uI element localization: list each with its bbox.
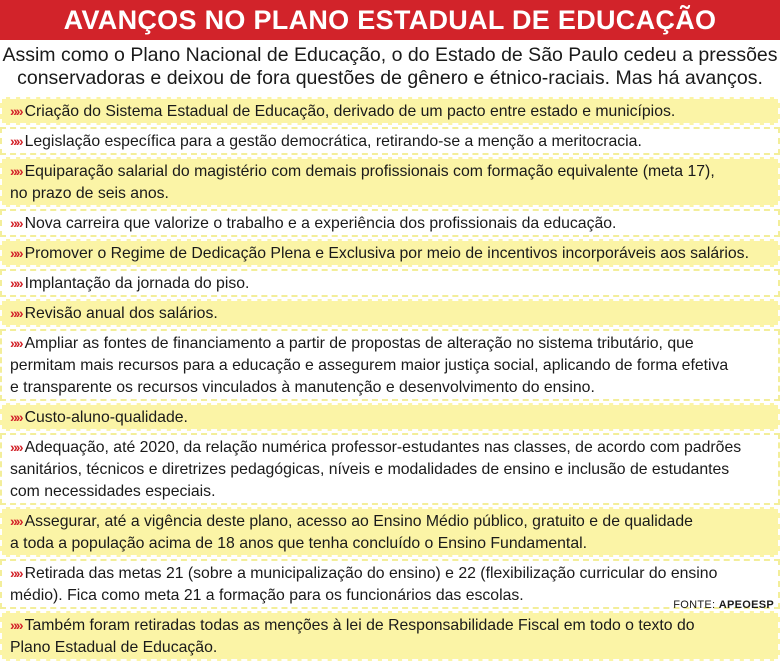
list-item-text: no prazo de seis anos.: [10, 185, 169, 202]
list-item: [0, 611, 780, 661]
list-item-text: Adequação, até 2020, da relação numérica professor-estudantes nas classes, de acordo com padrões: [24, 439, 742, 456]
intro-line: conservadoras e deixou de fora questões de gênero e étnico-raciais. Mas há avanços.: [17, 67, 763, 89]
list-item-text: Implantação da jornada do piso.: [24, 275, 250, 292]
list-item: [0, 239, 780, 267]
advances-list: [0, 97, 780, 663]
list-item-text: Revisão anual dos salários.: [24, 305, 218, 322]
chevron-bullet-icon: »»: [10, 409, 22, 425]
chevron-bullet-icon: »»: [10, 103, 22, 119]
list-item: [0, 433, 780, 505]
list-item-text: sanitários, técnicos e diretrizes pedagógicas, níveis e modalidades de ensino e inclusão de estudantes: [10, 461, 730, 478]
list-item: [0, 559, 780, 609]
chevron-bullet-icon: »»: [10, 163, 22, 179]
source-name: APEOESP: [718, 599, 774, 611]
chevron-bullet-icon: »»: [10, 215, 22, 231]
intro-line: Assim como o Plano Nacional de Educação, o do Estado de São Paulo cedeu a pressões: [2, 44, 778, 66]
list-item-text: a toda a população acima de 18 anos que tenha concluído o Ensino Fundamental.: [10, 535, 588, 552]
list-item-text: Legislação específica para a gestão democrática, retirando-se a menção a meritocracia.: [24, 133, 642, 150]
source-credit: [673, 599, 774, 611]
chevron-bullet-icon: »»: [10, 275, 22, 291]
chevron-bullet-icon: »»: [10, 439, 22, 455]
chevron-bullet-icon: »»: [10, 617, 22, 633]
chevron-bullet-icon: »»: [10, 335, 22, 351]
list-item: [0, 209, 780, 237]
chevron-bullet-icon: »»: [10, 513, 22, 529]
page-title: AVANÇOS NO PLANO ESTADUAL DE EDUCAÇÃO: [63, 4, 717, 35]
list-item-text: Custo-aluno-qualidade.: [24, 409, 188, 426]
list-item-text: permitam mais recursos para a educação e assegurem maior justiça social, aplicando de forma efetiva: [10, 357, 729, 374]
intro-paragraph: [0, 44, 780, 90]
chevron-bullet-icon: »»: [10, 133, 22, 149]
list-item: [0, 269, 780, 297]
list-item-text: Também foram retiradas todas as menções à lei de Responsabilidade Fiscal em todo o texto do: [24, 617, 695, 634]
list-item-text: médio). Fica como meta 21 a formação para os funcionários das escolas.: [10, 587, 524, 604]
list-item: [0, 507, 780, 557]
list-item: [0, 157, 780, 207]
list-item: [0, 127, 780, 155]
list-item: [0, 97, 780, 125]
list-item-text: Plano Estadual de Educação.: [10, 639, 218, 656]
list-item-text: Equiparação salarial do magistério com demais profissionais com formação equivalente (meta 17),: [24, 163, 715, 180]
list-item: [0, 403, 780, 431]
list-item-text: Nova carreira que valorize o trabalho e a experiência dos profissionais da educação.: [24, 215, 617, 232]
list-item-text: Ampliar as fontes de financiamento a partir de propostas de alteração no sistema tributário, que: [24, 335, 694, 352]
chevron-bullet-icon: »»: [10, 565, 22, 581]
chevron-bullet-icon: »»: [10, 245, 22, 261]
list-item-text: Promover o Regime de Dedicação Plena e Exclusiva por meio de incentivos incorporáveis aos salários.: [24, 245, 749, 262]
chevron-bullet-icon: »»: [10, 305, 22, 321]
source-label: FONTE:: [673, 599, 716, 611]
title-banner: [0, 0, 780, 40]
list-item-text: Criação do Sistema Estadual de Educação, derivado de um pacto entre estado e municípios.: [24, 103, 676, 120]
list-item-text: Assegurar, até a vigência deste plano, acesso ao Ensino Médio público, gratuito e de qualidade: [24, 513, 693, 530]
list-item-text: Retirada das metas 21 (sobre a municipalização do ensino) e 22 (flexibilização curricular do ensino: [24, 565, 718, 582]
list-item: [0, 299, 780, 327]
list-item: [0, 329, 780, 401]
list-item-text: com necessidades especiais.: [10, 483, 216, 500]
list-item-text: e transparente os recursos vinculados à manutenção e desenvolvimento do ensino.: [10, 379, 595, 396]
